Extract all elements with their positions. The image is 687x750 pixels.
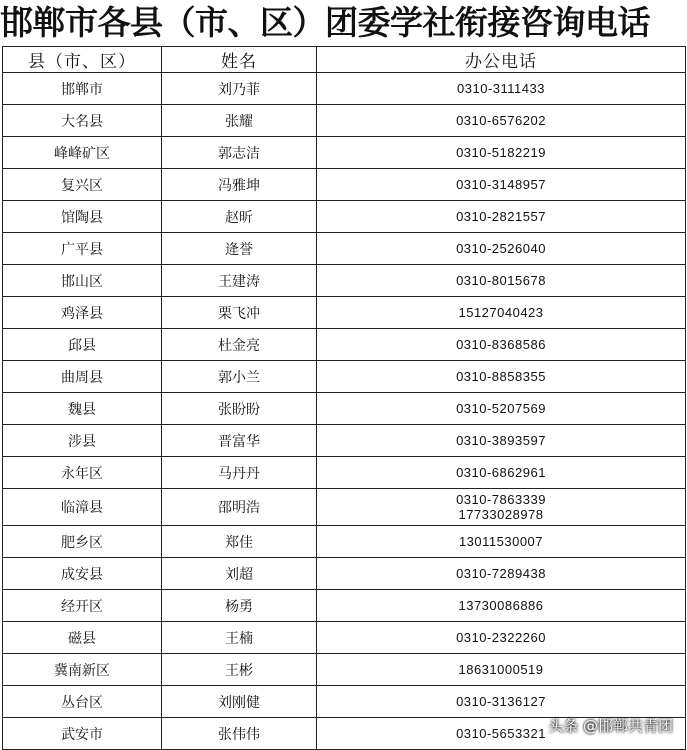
name-cell: 逄誉 (162, 233, 317, 265)
county-cell: 临漳县 (3, 489, 162, 526)
county-cell: 冀南新区 (3, 654, 162, 686)
name-cell: 刘乃菲 (162, 73, 317, 105)
table-header-row (3, 47, 686, 73)
phone-cell (317, 297, 686, 329)
table-row (3, 686, 686, 718)
name-cell: 杜金亮 (162, 329, 317, 361)
phone-number: 0310-2526040 (456, 241, 546, 256)
phone-cell (317, 558, 686, 590)
county-cell: 邱县 (3, 329, 162, 361)
phone-number: 0310-3893597 (456, 433, 546, 448)
name-cell: 张盼盼 (162, 393, 317, 425)
phone-cell (317, 361, 686, 393)
county-cell: 邯山区 (3, 265, 162, 297)
phone-number: 0310-5653321 (456, 726, 546, 741)
header-phone: 办公电话 (317, 47, 686, 73)
county-cell: 馆陶县 (3, 201, 162, 233)
name-cell: 王楠 (162, 622, 317, 654)
phone-cell (317, 622, 686, 654)
header-county: 县（市、区） (3, 47, 162, 73)
table-row (3, 654, 686, 686)
table-row (3, 558, 686, 590)
county-cell: 丛台区 (3, 686, 162, 718)
table-row (3, 329, 686, 361)
name-cell: 赵昕 (162, 201, 317, 233)
phone-cell (317, 137, 686, 169)
table-row (3, 297, 686, 329)
phone-cell (317, 329, 686, 361)
name-cell: 冯雅坤 (162, 169, 317, 201)
phone-number: 13730086886 (458, 598, 544, 613)
county-cell: 永年区 (3, 457, 162, 489)
table-row (3, 233, 686, 265)
county-cell: 肥乡区 (3, 526, 162, 558)
name-cell: 郑佳 (162, 526, 317, 558)
table-row (3, 73, 686, 105)
phone-number: 0310-3136127 (456, 694, 546, 709)
phone-number: 0310-3111433 (457, 81, 545, 96)
county-cell: 邯郸市 (3, 73, 162, 105)
county-cell: 涉县 (3, 425, 162, 457)
table-row (3, 393, 686, 425)
page-title: 邯郸市各县（市、区）团委学社衔接咨询电话 (0, 3, 650, 42)
name-cell: 刘刚健 (162, 686, 317, 718)
contact-table (2, 46, 686, 750)
phone-number: 0310-6576202 (456, 113, 546, 128)
phone-number: 17733028978 (458, 507, 544, 522)
name-cell: 郭志洁 (162, 137, 317, 169)
county-cell: 武安市 (3, 718, 162, 750)
phone-number: 18631000519 (458, 662, 544, 677)
name-cell: 张耀 (162, 105, 317, 137)
phone-number: 0310-5207569 (456, 401, 546, 416)
county-cell: 磁县 (3, 622, 162, 654)
name-cell: 杨勇 (162, 590, 317, 622)
county-cell: 广平县 (3, 233, 162, 265)
name-cell: 王建涛 (162, 265, 317, 297)
county-cell: 成安县 (3, 558, 162, 590)
table-body (3, 73, 686, 750)
table-row (3, 622, 686, 654)
name-cell: 王彬 (162, 654, 317, 686)
phone-cell (317, 457, 686, 489)
phone-number: 0310-2821557 (456, 209, 546, 224)
table-row (3, 105, 686, 137)
name-cell: 张伟伟 (162, 718, 317, 750)
phone-cell (317, 489, 686, 526)
header-name: 姓名 (162, 47, 317, 73)
name-cell: 郭小兰 (162, 361, 317, 393)
table-row (3, 590, 686, 622)
name-cell: 晋富华 (162, 425, 317, 457)
phone-cell (317, 73, 686, 105)
table-row (3, 201, 686, 233)
phone-cell (317, 393, 686, 425)
phone-number: 0310-5182219 (456, 145, 546, 160)
table-row (3, 526, 686, 558)
phone-number: 0310-8858355 (456, 369, 546, 384)
phone-cell (317, 686, 686, 718)
name-cell: 马丹丹 (162, 457, 317, 489)
watermark: 头条 @邯郸共青团 (548, 717, 673, 735)
county-cell: 曲周县 (3, 361, 162, 393)
phone-cell (317, 590, 686, 622)
phone-number: 0310-7289438 (456, 566, 546, 581)
table-row (3, 169, 686, 201)
county-cell: 大名县 (3, 105, 162, 137)
table-row (3, 265, 686, 297)
phone-cell (317, 201, 686, 233)
phone-cell (317, 265, 686, 297)
county-cell: 魏县 (3, 393, 162, 425)
phone-cell (317, 425, 686, 457)
phone-number: 0310-3148957 (456, 177, 546, 192)
table-row (3, 489, 686, 526)
name-cell: 邵明浩 (162, 489, 317, 526)
county-cell: 复兴区 (3, 169, 162, 201)
table-row (3, 425, 686, 457)
phone-number: 0310-6862961 (456, 465, 546, 480)
name-cell: 刘超 (162, 558, 317, 590)
table-row (3, 137, 686, 169)
county-cell: 经开区 (3, 590, 162, 622)
table-row (3, 457, 686, 489)
phone-number: 13011530007 (458, 534, 544, 549)
county-cell: 鸡泽县 (3, 297, 162, 329)
phone-cell (317, 654, 686, 686)
phone-cell (317, 105, 686, 137)
phone-number: 15127040423 (458, 305, 544, 320)
phone-cell (317, 233, 686, 265)
phone-number: 0310-8015678 (456, 273, 546, 288)
phone-cell (317, 526, 686, 558)
phone-number: 0310-2322260 (456, 630, 546, 645)
phone-number: 0310-8368586 (456, 337, 546, 352)
county-cell: 峰峰矿区 (3, 137, 162, 169)
phone-number: 0310-7863339 (456, 492, 546, 507)
phone-cell (317, 169, 686, 201)
table-row (3, 361, 686, 393)
name-cell: 栗飞冲 (162, 297, 317, 329)
